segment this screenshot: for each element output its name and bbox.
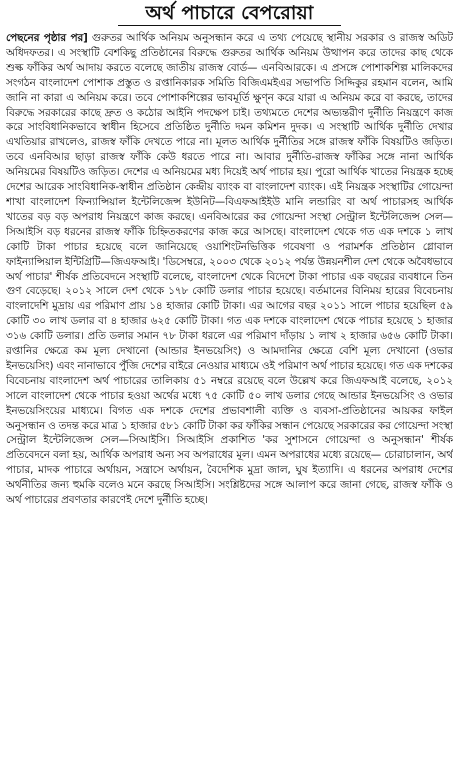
headline-container (6, 0, 453, 29)
article-body (6, 31, 453, 765)
article-headline: অর্থ পাচারে বেপরোয়া (118, 2, 342, 26)
continued-from-label: পেছনের পৃষ্ঠার পর] (6, 32, 88, 44)
article-body-text: গুরুতর আর্থিক অনিয়ম অনুসন্ধান করে এ তথ্য পেয়েছে স্থানীয় সরকার ও রাজস্ব অডিট অধিদফতর। এ সংস্থাটি বেশকিছু প্রতিষ্ঠানের বিরুদ্ধে গুরুতর আর্থিক অনিয়ম উত্থাপন করে তাদের কাছ থেকে শুল্ক ফাঁকির অর্থ আদায় করতে বলেছে জাতীয় রাজস্ব বোর্ড— এনবিআরকে। এ প্রসঙ্গে পোশাকশিল্প মালিকদের সংগঠন বাংলাদেশ পোশাক প্রস্তুত ও রপ্তানিকারক সমিতি বিজিএমইএর সভাপতি সিদ্দিকুর রহমান বলেন, আমি জানি না কারা এ অনিয়ম করে। তবে পোশাকশিল্পের ভাবমূর্তি ক্ষুণ্ন করে যারা এ অনিয়ম করে বা করছে, তাদের বিরুদ্ধে সরকারের কাছে দ্রুত ও কঠোর আইনি পদক্ষেপ চাই। তথ্যমতে দেশের অভ্যন্তরীণ দুর্নীতি নিয়ন্ত্রণে কাজ করে সাংবিধানিকভাবে স্বাধীন হিসেবে প্রতিষ্ঠিত দুর্নীতি দমন কমিশন দুদক। এ সংস্থাটি আর্থিক দুর্নীতি দেখার এখতিয়ার রাখলেও, রাজস্ব ফাঁকি দেখতে পারে না। মূলত আর্থিক দুর্নীতির সঙ্গে রাজস্ব ফাঁকি বিষয়টিও জড়িত। তবে এনবিআর ছাড়া রাজস্ব ফাঁকি কেউ ধরতে পারে না। আবার দুর্নীতি-রাজস্ব ফাঁকির সঙ্গে নানা আর্থিক অনিয়মের বিষয়টিও জড়িত। দেশের এ অনিয়মের মধ্য দিয়েই অর্থ পাচার হয়। পুরো আর্থিক খাতের নিয়ন্ত্রক হচ্ছে দেশের আরেক সাংবিধানিক-স্বাধীন প্রতিষ্ঠান কেন্দ্রীয় ব্যাংক বা বাংলাদেশ ব্যাংক। এই নিয়ন্ত্রক সংস্থাটির গোয়েন্দা শাখা বাংলাদেশ ফিন্যান্সিয়াল ইন্টেলিজেন্স ইউনিট—বিএফআইইউ মানি লন্ডারিং বা অর্থ পাচারসহ আর্থিক খাতের বড় বড় অপরাধ নিয়ন্ত্রণে কাজ করছে। এনবিআরের কর গোয়েন্দা সংস্থা সেন্ট্রাল ইন্টেলিজেন্স সেল—সিআইসি বড় ধরনের রাজস্ব ফাঁকি চিহ্নিতকরণের কাজ করে আসছে। বাংলাদেশ থেকে গত এক দশকে ১ লাখ কোটি টাকা পাচার হয়েছে বলে জানিয়েছে ওয়াশিংটনভিত্তিক গবেষণা ও পরামর্শক প্রতিষ্ঠান গ্লোবাল ফাইন্যান্সিয়াল ইন্টিগ্রিটি—জিএফআই। 'ডিসেম্বরে, ২০০৩ থেকে ২০১২ পর্যন্ত উন্নয়নশীল দেশ থেকে অবৈধভাবে অর্থ পাচার' শীর্ষক প্রতিবেদনে সংস্থাটি বলেছে, বাংলাদেশ থেকে বিদেশে টাকা পাচার এক বছরের ব্যবধানে তিন গুণ বেড়েছে। ২০১২ সালে দেশ থেকে ১৭৮ কোটি ডলার পাচার হয়েছে। বর্তমানের বিনিময় হারের বিবেচনায় বাংলাদেশি মুদ্রায় এর পরিমাণ প্রায় ১৪ হাজার কোটি টাকা। এর আগের বছর ২০১১ সালে পাচার হয়েছিল ৫৯ কোটি ৩০ লাখ ডলার বা ৪ হাজার ৬২৫ কোটি টাকা। গত এক দশকে বাংলাদেশ থেকে পাচার হয়েছে ১ হাজার ৩১৬ কোটি ডলার। প্রতি ডলার সমান ৭৮ টাকা ধরলে এর পরিমাণ দাঁড়ায় ১ লাখ ২ হাজার ৬৫৬ কোটি টাকা। রপ্তানির ক্ষেত্রে কম মূল্য দেখানো (আন্ডার ইনভয়েসিং) ও আমদানির ক্ষেত্রে বেশি মূল্য দেখানো (ওভার ইনভয়েসিং) এবং নানাভাবে পুঁজি দেশের বাইরে নেওয়ার মাধ্যমে ওই পরিমাণ অর্থ পাচার হয়েছে। গত এক দশকের বিবেচনায় বাংলাদেশ অর্থ পাচারের তালিকায় ৫১ নম্বরে রয়েছে বলে উল্লেখ করে জিএফআই বলেছে, ২০১২ সালে বাংলাদেশ থেকে পাচার হওয়া অর্থের মধ্যে ৭৫ কোটি ৫০ লাখ ডলার গেছে আন্ডার ইনভয়েসিং ও ওভার ইনভয়েসিংয়ের মাধ্যমে। বিগত এক দশকে দেশের প্রভাবশালী ব্যক্তি ও ব্যবসা-প্রতিষ্ঠানের আয়কর ফাইল অনুসন্ধান ও তদন্ত করে মাত্র ১ হাজার ৫৮১ কোটি টাকা কর ফাঁকির সন্ধান পেয়েছে সরকারের কর গোয়েন্দা সংস্থা সেন্ট্রাল ইন্টেলিজেন্স সেল—সিআইসি। সিআইসি প্রকাশিত 'কর সুশাসনে গোয়েন্দা ও অনুসন্ধান' শীর্ষক প্রতিবেদনে বলা হয়, আর্থিক অপরাধ অন্য সব অপরাধের মূল। এমন অপরাধের মধ্যে রয়েছে— চোরাচালান, অর্থ পাচার, মাদক পাচারে অর্থায়ন, সন্ত্রাসে অর্থায়ন, বৈদেশিক মুদ্রা জাল, ঘুষ ইত্যাদি। এ ধরনের অপরাধ দেশের অর্থনীতির জন্য হুমকি বলেও মনে করছে সিআইসি। সংশ্লিষ্টদের সঙ্গে আলাপ করে জানা গেছে, রাজস্ব ফাঁকি ও অর্থ পাচারের প্রবণতার কারণেই দেশে দুর্নীতি হচ্ছে। (6, 32, 453, 507)
